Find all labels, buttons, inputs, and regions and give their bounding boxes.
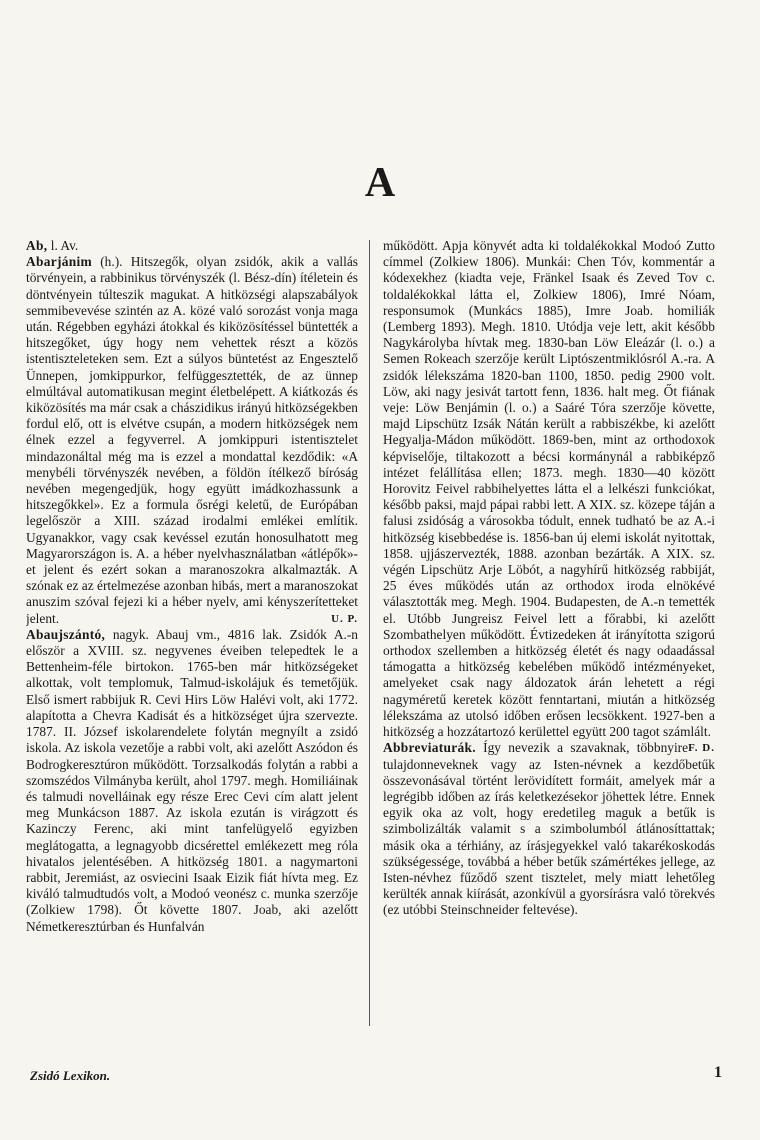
- footer-page-number: 1: [714, 1064, 722, 1081]
- author-signature: U. P.: [331, 612, 358, 625]
- author-signature: F. D.: [688, 742, 715, 755]
- entry-text: (h.). Hitszegők, olyan zsidók, akik a vallás törvényein, a rabbinikus törvényszék (l. Bész-dín) ítéletein és döntvényein túlteszik magukat. A hitközségi alapszabályok semmibevevése szintén az A. közé való sorozást vonja maga után. Régebben egyházi átokkal és kiközösítéssel büntették a hitszegőket, úgy hogy nem vehettek részt a közös istentiszteleteken sem. Ezt a súlyos büntetést az Engesztelő Ünnepen, jomkippurkor, felfüggesztették, de az ünnep elmúltával automatikusan megint életbelépett. A kiátkozás és kiközösítés ma már csak a chászidikus irányú hitközségekben fordul elő, ott is elvétve csupán, a modern hitközségek nem élnek ezzel a fegyverrel. A jomkippuri istentisztelet mindazonáltal még ma is ezzel a mondattal kezdődik: «A menybéli törvényszék nevében, a földön ítélkező bíróság nevében megengedjük, hogy együtt imádkozhassunk a hitszegőkkel». Ez a formula ősrégi keletű, de Európában legelőször a XIII. század irodalmi emlékei említik. Ugyanakkor, vagy csak kevéssel ezután honosulhatott meg Magyarországon is. A. a héber nyelvhasználatban «átlépők»-et jelent és ezért sokan a maranoszokra alkalmazták. A szónak ez az értelmezése azonban hibás, mert a maranoszokat anuszim szóval fejezi ki a héber nyelv, ami kényszerítetteket jelent.: [26, 254, 358, 626]
- entry-text: nagyk. Abauj vm., 4816 lak. Zsidók A.-n először a XVIII. sz. negyvenes éveiben telepedtek le a Bettenheim-féle birtokon. 1765-ben már hitközségeket alkottak, volt templomuk, Talmud-iskolájuk és temetőjük. Első ismert rabbijuk R. Cevi Hirs Löw Halévi volt, aki 1772. alapította a Chevra Kadisát és a hitközséget újra szervezte. 1787. II. József iskolarendelete folytán megnyílt a zsidó iskola. Az iskola vezetője a rabbi volt, aki azelőtt Aszódon és Bodrogkeresztúron működött. Torzsalkodás folytán a rabbi a szomszédos Vilmányba került, ahol 1797. megh. Homiliáinak és talmudi novelláinak egy része Erec Cevi cím alatt jelent meg Munkácson 1887. Az iskola ezután is virágzott és Kazinczy Ferenc, aki mint tanfelügyelő egyizben meglátogatta, a legnagyobb dicsérettel emlékezett meg róla hivatalos jelentésében. A hitközség 1801. a nagymartoni rabbit, Jeremiást, az osviecini Isaak Eizik fiát hívta meg. Ez kiváló talmudtudós volt, a Modoó veonész c. munka szerzője (Zolkiew 1798). Őt követte 1807. Joab, aki azelőtt Németkeresztúrban és Hunfalván: [26, 626, 358, 934]
- right-column: [383, 238, 715, 1030]
- entry-abarjanim: [26, 254, 358, 627]
- entry-headword: Ab,: [26, 238, 48, 253]
- entry-text: l. Av.: [47, 238, 79, 253]
- section-letter: A: [364, 160, 396, 206]
- entry-abaujszanto: [26, 627, 358, 935]
- footer-book-title: Zsidó Lexikon.: [30, 1068, 111, 1083]
- column-divider: [369, 240, 370, 1026]
- entry-text: Így nevezik a szavaknak, többnyire tulajdonneveknek vagy az Isten-névnek a kezdőbetűk összevonásával történt lerövidített formáit, amelyek már a legrégibb időben az írás keletkezésekor jöhettek létre. Ennek egyik oka az volt, hogy eredetileg maguk a betűk is szimbolizálták valamit s a szimbolumból átlánosíttattak; másik oka a térhiány, az írásjegyekkel való takarékoskodás szükségessége, továbbá a héber betűk számértékes jellege, az Isten-névhez fűződő szent tisztelet, mely miatt lehetőleg kerülték annak kiírását, azonkívül a gyorsírásra való törekvés (ez utóbbi Steinschneider feltevése).: [383, 740, 715, 918]
- entry-abbreviaturak: [383, 740, 715, 918]
- entry-ab: [26, 238, 358, 254]
- entry-headword: Abarjánim: [26, 254, 92, 270]
- left-column: [26, 238, 358, 1030]
- entry-headword: Abaujszántó,: [26, 626, 106, 642]
- entry-headword: Abbreviaturák.: [383, 740, 476, 756]
- entry-text: működött. Apja könyvét adta ki toldalékokkal Modoó Zutto címmel (Zolkiew 1806). Munkái: Chen Tóv, kommentár a kódexekhez (kiadta veje, Fränkel Isaak és Zeved Tov c. toldalékokkal látta el, Zolkiew 1806), Imré Nóam, responsumok (Munkács 1885), Imre Joab. homiliák (Lemberg 1893). Megh. 1810. Utódja veje lett, akit később Nagykárolyba hívtak meg. 1830-ban Löw Eleázár (l. o.) a Semen Rokeach szerzője került Liptószentmiklósról A.-ra. A zsidók lélekszáma 1820-ban 1100, 1850. pedig 2900 volt. Löw, aki nagy jesivát tartott fenn, 1836. halt meg. Őt fiának veje: Löw Benjámin (l. o.) a Saáré Tóra szerzője követte, majd Lipschütz Izsák Nátán került a rabbiszékbe, ki azelőtt Hegyalja-Mádon működött. 1869-ben, mint az orthodoxok képviselője, tiltakozott a bécsi kormánynál a rabbiképző intézet felállítása ellen; 1873. megh. 1830—40 között Horovitz Feivel rabbihelyettes látta el a lelkészi funkciókat, később paksi, majd pápai rabbi lett. A XIX. sz. közepe táján a falusi zsidóság a városokba tódult, ennek tudható be az A.-i hitközség kisebbedése is. 1856-ban új elemi iskolát nyitottak, 1858. ujjászervezték, 1888. azonban bezárták. A XIX. sz. végén Lipschütz Arje Löbót, a nagyhírű hitközség rabbiját, 25 éves működés után az orthodox iroda elnökévé választották meg. Megh. 1904. Budapesten, de A.-n temették el. Utóbb Jungreisz Feivel lett a főrabbi, ki azelőtt Szombathelyen működött. Évtizedeken át irányította szigorú orthodox szellemben a hitközség életét és nagy odaadással támogatta a hitközség kebelében működő intézményeket, amelyeket csak nagy áldozatok árán lehetett a régi nagyméretű keretek között fenntartani, miután a hitközség lélekszáma az utolsó időben erősen lecsökkent. 1927-ben a hitközség a hozzátartozó kerülettel együtt 200 tagot számlált.: [383, 238, 715, 740]
